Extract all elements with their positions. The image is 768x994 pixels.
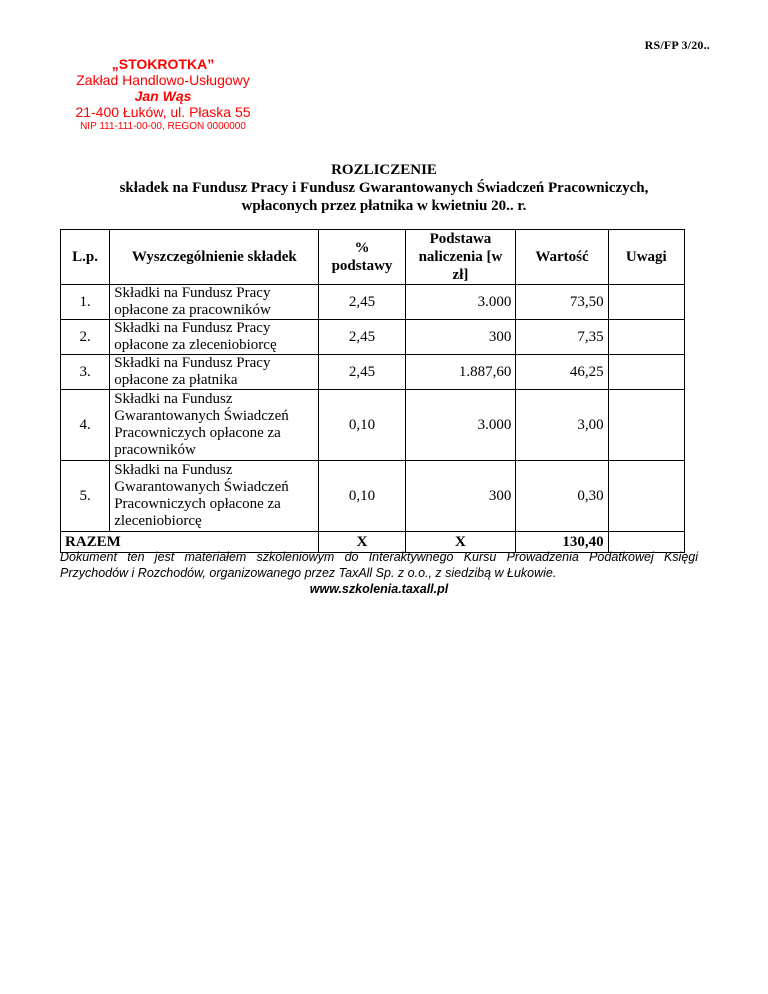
- total-percent: X: [319, 532, 405, 553]
- table-row: [61, 285, 685, 320]
- company-owner: Jan Wąs: [134, 88, 192, 104]
- cell-base: 3.000: [405, 390, 516, 461]
- header-base: Podstawa naliczenia [w zł]: [405, 230, 516, 285]
- document-code: RS/FP 3/20..: [644, 38, 710, 52]
- cell-notes: [608, 390, 684, 461]
- cell-description: Składki na Fundusz Gwarantowanych Świadczeń Pracowniczych opłacone za zleceniobiorcę: [110, 461, 319, 532]
- header-lp: L.p.: [61, 230, 110, 285]
- contributions-table: [60, 229, 685, 553]
- header-value: Wartość: [516, 230, 608, 285]
- cell-percent: 0,10: [319, 390, 405, 461]
- cell-notes: [608, 285, 684, 320]
- cell-value: 73,50: [516, 285, 608, 320]
- cell-base: 300: [405, 461, 516, 532]
- cell-notes: [608, 461, 684, 532]
- table-header-row: [61, 230, 685, 285]
- cell-value: 0,30: [516, 461, 608, 532]
- title-heading: ROZLICZENIE: [331, 162, 437, 178]
- title-line-1: składek na Fundusz Pracy i Fundusz Gwarantowanych Świadczeń Pracowniczych,: [119, 180, 649, 196]
- total-label: RAZEM: [61, 532, 319, 553]
- cell-description: Składki na Fundusz Pracy opłacone za pracowników: [110, 285, 319, 320]
- cell-value: 46,25: [516, 355, 608, 390]
- table-row: [61, 461, 685, 532]
- footnote: [60, 549, 698, 597]
- cell-percent: 2,45: [319, 285, 405, 320]
- cell-lp: 3.: [61, 355, 110, 390]
- table-row: [61, 355, 685, 390]
- cell-lp: 5.: [61, 461, 110, 532]
- cell-lp: 1.: [61, 285, 110, 320]
- company-header: [68, 56, 258, 134]
- cell-description: Składki na Fundusz Pracy opłacone za zleceniobiorcę: [110, 320, 319, 355]
- cell-percent: 2,45: [319, 320, 405, 355]
- cell-description: Składki na Fundusz Pracy opłacone za płatnika: [110, 355, 319, 390]
- cell-lp: 2.: [61, 320, 110, 355]
- footnote-url[interactable]: www.szkolenia.taxall.pl: [309, 582, 449, 596]
- header-notes: Uwagi: [608, 230, 684, 285]
- company-name: „STOKROTKA”: [111, 56, 215, 72]
- table-row: [61, 320, 685, 355]
- cell-percent: 2,45: [319, 355, 405, 390]
- cell-base: 300: [405, 320, 516, 355]
- cell-notes: [608, 355, 684, 390]
- header-description: Wyszczególnienie składek: [110, 230, 319, 285]
- cell-value: 7,35: [516, 320, 608, 355]
- header-percent: % podstawy: [319, 230, 405, 285]
- cell-percent: 0,10: [319, 461, 405, 532]
- total-base: X: [405, 532, 516, 553]
- cell-value: 3,00: [516, 390, 608, 461]
- total-value: 130,40: [516, 532, 608, 553]
- company-address: 21-400 Łuków, ul. Płaska 55: [75, 104, 251, 120]
- cell-lp: 4.: [61, 390, 110, 461]
- cell-description: Składki na Fundusz Gwarantowanych Świadczeń Pracowniczych opłacone za pracowników: [110, 390, 319, 461]
- company-type: Zakład Handlowo-Usługowy: [76, 72, 250, 88]
- document-title: [0, 161, 768, 215]
- cell-base: 3.000: [405, 285, 516, 320]
- cell-notes: [608, 320, 684, 355]
- company-ids: NIP 111-111-00-00, REGON 0000000: [80, 121, 246, 132]
- table-row: [61, 390, 685, 461]
- title-line-2: wpłaconych przez płatnika w kwietniu 20.. r.: [241, 198, 527, 214]
- footnote-text: Dokument ten jest materiałem szkoleniowym do Interaktywnego Kursu Prowadzenia Podatkowej Księgi Przychodów i Rozchodów, organizowanego przez TaxAll Sp. z o.o., z siedzibą w Łukowie.: [60, 550, 698, 580]
- cell-base: 1.887,60: [405, 355, 516, 390]
